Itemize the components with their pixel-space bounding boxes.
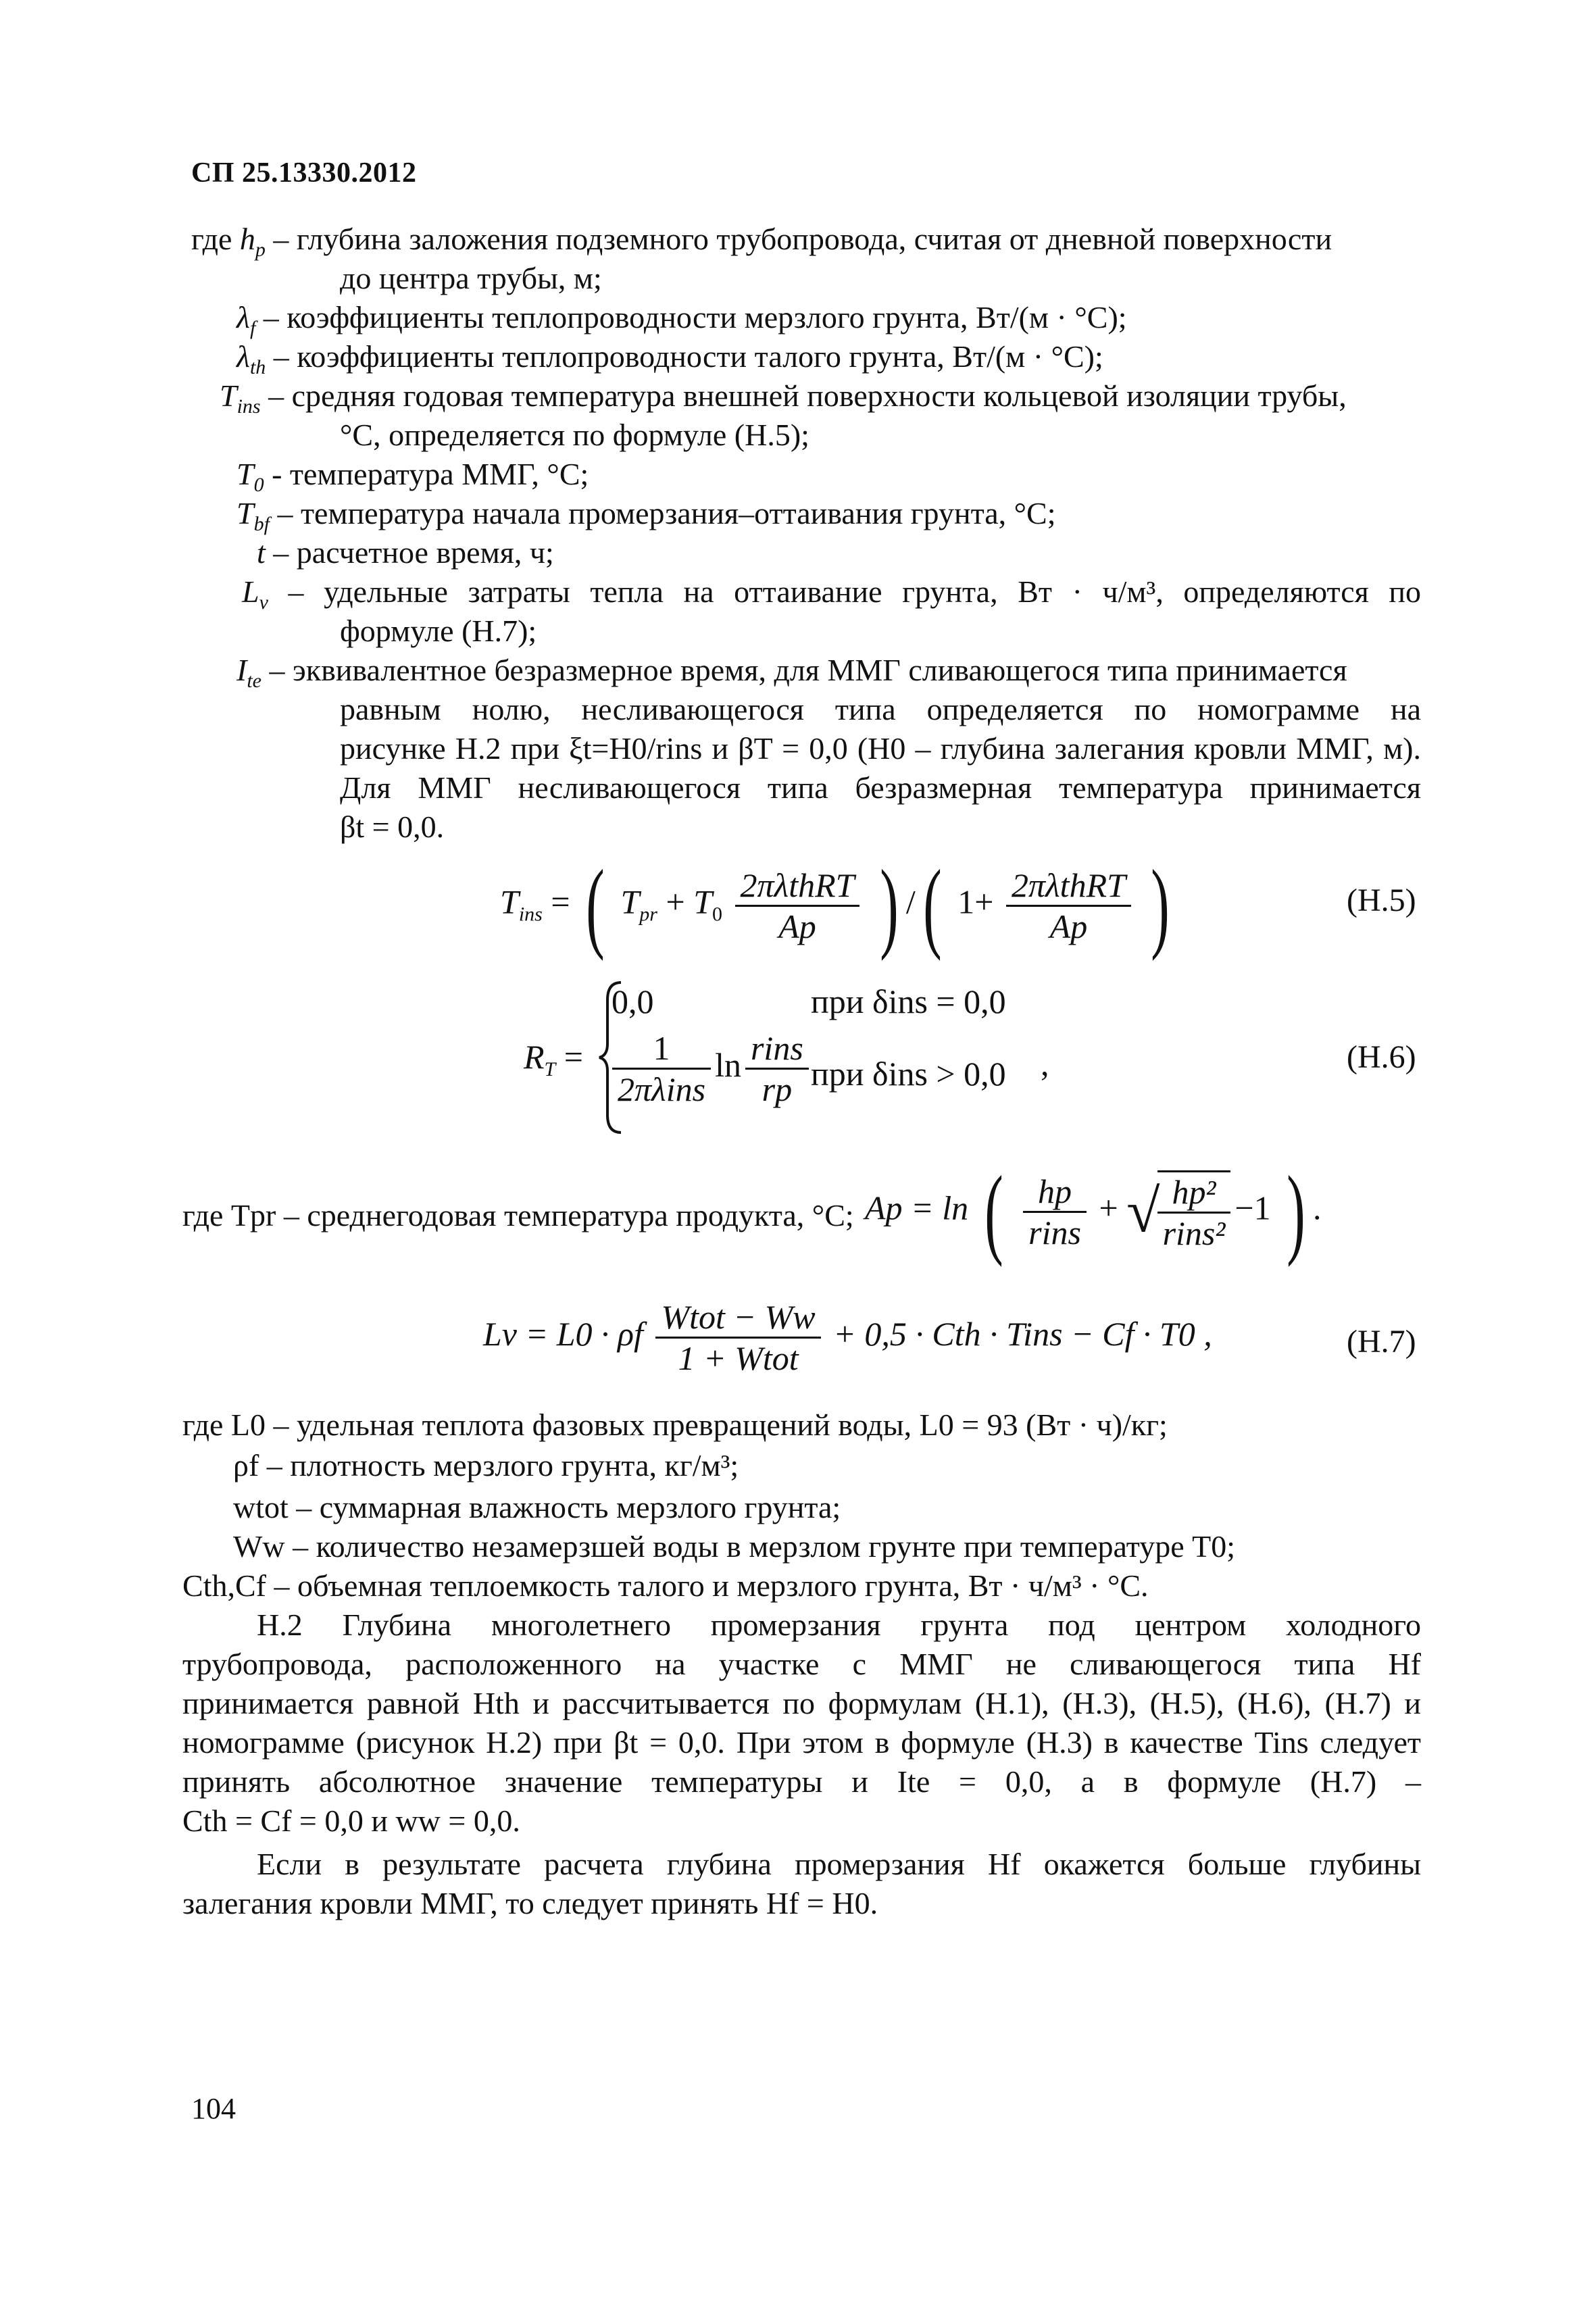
definition-ite-cont-4: βt = 0,0. — [340, 810, 445, 844]
definition-ite-cont-2: рисунке Н.2 при ξt=H0/rins и βT = 0,0 (H0 – глубина залегания кровли ММГ, м). — [340, 731, 1421, 766]
definition-rho-f: ρf – плотность мерзлого грунта, кг/м³; — [233, 1448, 739, 1483]
definition-t: t – расчетное время, ч; — [257, 535, 554, 570]
section-h2-line-4: номограмме (рисунок Н.2) при βt = 0,0. При этом в формуле (Н.3) в качестве Tins следует — [182, 1725, 1421, 1760]
definition-tbf: $T_{bf}$ – температура начала промерзания–оттаивания грунта, °С; — [236, 496, 1056, 536]
formula-h6-case1-cond: при δins = 0,0 — [811, 982, 1006, 1020]
formula-h7-label: (Н.7) — [1347, 1324, 1416, 1360]
definition-tins: $T_{ins}$ – средняя годовая температура внешней поверхности кольцевой изоляции трубы, — [220, 378, 1347, 418]
definition-ww: Ww – количество незамерзшей воды в мерзлом грунте при температуре T0; — [233, 1529, 1236, 1564]
definition-tpr: где Tpr – среднегодовая температура продукта, °С; — [182, 1198, 854, 1233]
section-h2-line-1: Н.2 Глубина многолетнего промерзания грунта под центром холодного — [257, 1608, 1421, 1642]
final-paragraph-line-2: залегания кровли ММГ, то следует принять Hf = H0. — [182, 1886, 878, 1920]
formula-h6-comma: , — [1041, 1045, 1049, 1082]
definition-hp-cont: до центра трубы, м; — [340, 261, 602, 295]
definition-hp: где $h_p$ – глубина заложения подземного трубопровода, считая от дневной поверхности — [191, 222, 1332, 262]
formula-h6-case1: 0,0 — [612, 982, 654, 1020]
definition-lambda-th: $\lambda_{th}$ – коэффициенты теплопроводности талого грунта, Вт/(м · °С); — [236, 339, 1103, 379]
formula-h7: Lv = L0 · ρf $\frac{\text{Wtot − Ww}}{\text{1 + Wtot}}$ + 0,5 · Cth · Tins − Cf · T0 , — [483, 1298, 1212, 1377]
final-paragraph-line-1: Если в результате расчета глубина промерзания Hf окажется больше глубины — [257, 1847, 1421, 1881]
formula-h6-case2: $\frac{1}{\text{2πλins}}$ ln $\frac{\text{rins}}{rp}$ — [608, 1028, 813, 1109]
definition-ite-cont-1: равным нолю, несливающегося типа определяется по номограмме на — [340, 692, 1421, 726]
formula-h6-label: (Н.6) — [1347, 1039, 1416, 1075]
definition-ite-cont-3: Для ММГ несливающегося типа безразмерная температура принимается — [340, 770, 1421, 805]
section-h2-line-3: принимается равной Hth и рассчитывается по формулам (Н.1), (Н.3), (Н.5), (Н.6), (Н.7) и — [182, 1686, 1421, 1720]
definition-ite: $I_{te}$ – эквивалентное безразмерное время, для ММГ сливающегося типа принимается — [236, 653, 1347, 693]
definition-lambda-f: $\lambda_f$ – коэффициенты теплопроводности мерзлого грунта, Вт/(м · °С); — [236, 300, 1127, 340]
section-h2-line-2: трубопровода, расположенного на участке с ММГ не сливающегося типа Hf — [182, 1647, 1421, 1681]
formula-h6-case2-cond: при δins > 0,0 — [811, 1055, 1006, 1093]
section-h2-line-6: Cth = Cf = 0,0 и ww = 0,0. — [182, 1803, 520, 1838]
definition-cth-cf: Cth,Cf – объемная теплоемкость талого и мерзлого грунта, Вт · ч/м³ · °С. — [182, 1568, 1149, 1603]
definition-l0: где L0 – удельная теплота фазовых превращений воды, L0 = 93 (Вт · ч)/кг; — [182, 1408, 1168, 1442]
formula-ap: Ap = ln ( $\frac{hp}{\text{rins}}$ + √ $\frac{\text{hp²}}{\text{rins²}}$ −1 ) . — [865, 1155, 1322, 1268]
formula-h5: $T_{ins}$ = ( $T_{pr} + T_0$ $\frac{\text{2πλthRT}}{Ap}$ ) /( 1+ $\frac{\text{2πλthRT}}{Ap}$ ) — [500, 849, 1170, 962]
page-number: 104 — [191, 2092, 236, 2125]
definition-tins-cont: °С, определяется по формуле (Н.5); — [340, 418, 809, 452]
definition-t0: $T_0$ - температура ММГ, °С; — [236, 457, 589, 497]
section-h2-line-5: принять абсолютное значение температуры и Ite = 0,0, а в формуле (Н.7) – — [182, 1764, 1421, 1799]
definition-wtot: wtot – суммарная влажность мерзлого грунта; — [233, 1490, 841, 1524]
definition-lv: $L_v$ – удельные затраты тепла на оттаивание грунта, Вт · ч/м³, определяются по — [242, 574, 1421, 614]
document-code-header: СП 25.13330.2012 — [191, 157, 417, 189]
formula-h6-lhs: $R_T$ = — [524, 1038, 583, 1080]
formula-h5-label: (Н.5) — [1347, 882, 1416, 918]
definition-lv-cont: формуле (Н.7); — [340, 614, 537, 648]
